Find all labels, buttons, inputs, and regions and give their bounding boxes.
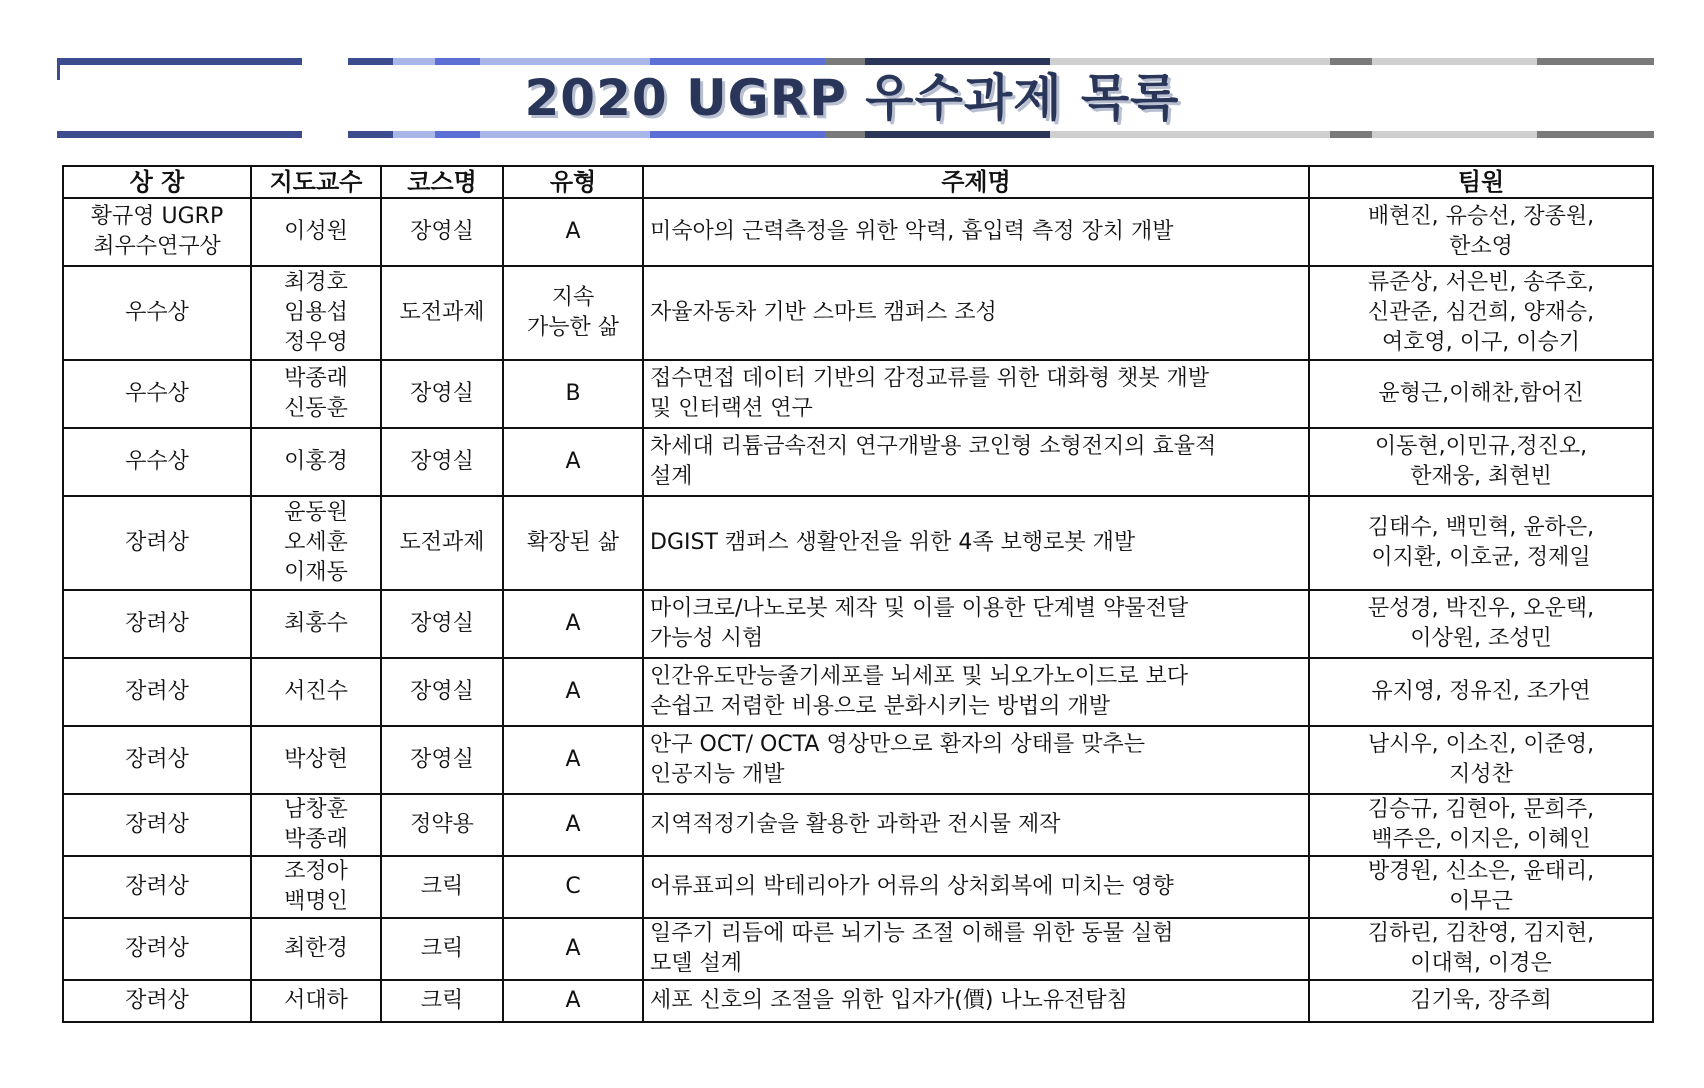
award-line: 장려상 — [125, 812, 189, 837]
type-cell — [503, 794, 643, 856]
advisor-line: 임용섭 — [284, 300, 348, 325]
advisor-cell — [251, 918, 381, 980]
members-line: 이동현,이민규,정진오, — [1374, 434, 1588, 459]
members-line: 김기욱, 장주희 — [1410, 988, 1552, 1013]
award-cell — [63, 496, 251, 590]
type-line: A — [565, 812, 581, 837]
page-title: 2020 UGRP 우수과제 목록 — [524, 69, 1180, 127]
table-row — [63, 266, 1653, 360]
header-bar-bottom-6 — [650, 131, 825, 138]
topic-cell — [643, 658, 1309, 726]
advisor-cell — [251, 726, 381, 794]
header-bar-bottom-11 — [1372, 131, 1537, 138]
header-award: 상 장 — [63, 166, 251, 198]
type-line: A — [565, 936, 581, 961]
type-line: A — [565, 747, 581, 772]
table-row — [63, 856, 1653, 918]
members-line: 문성경, 박진우, 오운택, — [1367, 596, 1595, 621]
course-cell: 장영실 — [381, 428, 503, 496]
advisor-line: 박상현 — [284, 747, 348, 772]
advisor-line: 윤동원 — [284, 500, 348, 525]
table-row — [63, 658, 1653, 726]
header-bar-bottom-7 — [825, 131, 865, 138]
advisor-line: 조정아 — [284, 859, 348, 884]
course-cell: 도전과제 — [381, 496, 503, 590]
topic-line: 인공지능 개발 — [650, 762, 785, 787]
course-cell: 크릭 — [381, 856, 503, 918]
table-row — [63, 198, 1653, 266]
advisor-line: 이성원 — [284, 219, 348, 244]
members-line: 김승규, 김현아, 문희주, — [1367, 797, 1595, 822]
course-cell: 정약용 — [381, 794, 503, 856]
advisor-line: 오세훈 — [284, 530, 348, 555]
award-cell — [63, 794, 251, 856]
award-line: 장려상 — [125, 874, 189, 899]
members-cell — [1309, 198, 1653, 266]
type-cell — [503, 658, 643, 726]
award-line: 최우수연구상 — [93, 234, 221, 259]
type-cell — [503, 198, 643, 266]
header-advisor: 지도교수 — [251, 166, 381, 198]
topic-cell — [643, 980, 1309, 1022]
course-cell: 크릭 — [381, 980, 503, 1022]
table-header-row — [63, 166, 1653, 198]
topic-cell — [643, 428, 1309, 496]
topic-line: 지역적정기술을 활용한 과학관 전시물 제작 — [650, 812, 1061, 837]
members-line: 지성찬 — [1449, 762, 1513, 787]
course-cell: 장영실 — [381, 360, 503, 428]
award-cell — [63, 856, 251, 918]
header-topic: 주제명 — [643, 166, 1309, 198]
award-cell — [63, 360, 251, 428]
topic-line: 인간유도만능줄기세포를 뇌세포 및 뇌오가노이드로 보다 — [650, 664, 1189, 689]
topic-cell — [643, 198, 1309, 266]
advisor-cell — [251, 856, 381, 918]
award-cell — [63, 918, 251, 980]
members-line: 배현진, 유승선, 장종원, — [1367, 204, 1595, 229]
table-row — [63, 590, 1653, 658]
topic-line: 어류표피의 박테리아가 어류의 상처회복에 미치는 영향 — [650, 874, 1174, 899]
members-cell — [1309, 428, 1653, 496]
header-bar-bottom-1 — [57, 131, 302, 138]
topic-cell — [643, 726, 1309, 794]
topic-cell — [643, 856, 1309, 918]
type-cell — [503, 918, 643, 980]
course-cell: 장영실 — [381, 726, 503, 794]
header-members: 팀원 — [1309, 166, 1653, 198]
advisor-cell — [251, 590, 381, 658]
advisor-line: 백명인 — [284, 889, 348, 914]
advisor-cell — [251, 980, 381, 1022]
table-row — [63, 428, 1653, 496]
header-bar-bottom-9 — [1050, 131, 1330, 138]
topic-line: 접수면접 데이터 기반의 감정교류를 위한 대화형 챗봇 개발 — [650, 366, 1210, 391]
members-line: 김하린, 김찬영, 김지현, — [1367, 921, 1595, 946]
members-cell — [1309, 360, 1653, 428]
award-cell — [63, 590, 251, 658]
advisor-line: 정우영 — [284, 330, 348, 355]
members-line: 이지환, 이호균, 정제일 — [1371, 545, 1591, 570]
members-line: 이상원, 조성민 — [1410, 626, 1552, 651]
advisor-line: 이재동 — [284, 560, 348, 585]
topic-line: 일주기 리듬에 따른 뇌기능 조절 이해를 위한 동물 실험 — [650, 921, 1174, 946]
members-line: 김태수, 백민혁, 윤하은, — [1367, 515, 1595, 540]
type-line: A — [565, 988, 581, 1013]
header-type: 유형 — [503, 166, 643, 198]
type-line: 지속 — [551, 285, 595, 310]
topic-line: 손쉽고 저렴한 비용으로 분화시키는 방법의 개발 — [650, 694, 1111, 719]
type-cell — [503, 726, 643, 794]
members-line: 방경원, 신소은, 윤태리, — [1367, 859, 1595, 884]
members-cell — [1309, 590, 1653, 658]
award-line: 장려상 — [125, 679, 189, 704]
header-course: 코스명 — [381, 166, 503, 198]
award-line: 우수상 — [125, 300, 189, 325]
type-cell — [503, 590, 643, 658]
advisor-line: 박종래 — [284, 366, 348, 391]
topic-line: 가능성 시험 — [650, 626, 764, 651]
members-cell — [1309, 980, 1653, 1022]
topic-line: 설계 — [650, 464, 693, 489]
members-line: 이대혁, 이경은 — [1410, 951, 1552, 976]
type-cell — [503, 496, 643, 590]
table-body — [63, 198, 1653, 1022]
members-line: 남시우, 이소진, 이준영, — [1367, 732, 1595, 757]
award-cell — [63, 726, 251, 794]
award-line: 우수상 — [125, 449, 189, 474]
advisor-line: 신동훈 — [284, 396, 348, 421]
type-line: 가능한 삶 — [526, 315, 619, 340]
course-cell: 장영실 — [381, 658, 503, 726]
advisor-cell — [251, 360, 381, 428]
members-cell — [1309, 658, 1653, 726]
award-line: 황규영 UGRP — [90, 204, 224, 229]
topic-cell — [643, 794, 1309, 856]
members-line: 한소영 — [1449, 234, 1513, 259]
topic-line: 미숙아의 근력측정을 위한 악력, 흡입력 측정 장치 개발 — [650, 219, 1174, 244]
table-row — [63, 918, 1653, 980]
type-line: A — [565, 679, 581, 704]
type-line: A — [565, 219, 581, 244]
award-line: 장려상 — [125, 747, 189, 772]
header-bar-bottom-10 — [1330, 131, 1372, 138]
advisor-line: 이홍경 — [284, 449, 348, 474]
course-cell: 장영실 — [381, 198, 503, 266]
members-cell — [1309, 496, 1653, 590]
award-cell — [63, 198, 251, 266]
type-cell — [503, 428, 643, 496]
header-bar-bottom-8 — [865, 131, 1050, 138]
award-cell — [63, 658, 251, 726]
topic-line: 차세대 리튬금속전지 연구개발용 코인형 소형전지의 효율적 — [650, 434, 1217, 459]
type-cell — [503, 856, 643, 918]
header-bar-bottom-4 — [435, 131, 480, 138]
advisor-line: 서대하 — [284, 988, 348, 1013]
members-cell — [1309, 918, 1653, 980]
award-table — [62, 165, 1654, 1023]
topic-line: 및 인터랙션 연구 — [650, 396, 813, 421]
table-row — [63, 980, 1653, 1022]
advisor-cell — [251, 198, 381, 266]
header-bar-bottom-12 — [1537, 131, 1654, 138]
topic-cell — [643, 360, 1309, 428]
type-cell — [503, 360, 643, 428]
course-cell: 크릭 — [381, 918, 503, 980]
topic-cell — [643, 590, 1309, 658]
topic-line: 세포 신호의 조절을 위한 입자가(價) 나노유전탐침 — [650, 988, 1128, 1013]
table-row — [63, 360, 1653, 428]
topic-line: DGIST 캠퍼스 생활안전을 위한 4족 보행로봇 개발 — [650, 530, 1136, 555]
award-line: 장려상 — [125, 530, 189, 555]
award-line: 우수상 — [125, 381, 189, 406]
award-line: 장려상 — [125, 611, 189, 636]
advisor-line: 최경호 — [284, 270, 348, 295]
header-bar-bottom-3 — [393, 131, 435, 138]
header-bar-bottom-5 — [480, 131, 650, 138]
type-line: A — [565, 611, 581, 636]
topic-cell — [643, 918, 1309, 980]
award-line: 장려상 — [125, 988, 189, 1013]
advisor-cell — [251, 658, 381, 726]
topic-line: 마이크로/나노로봇 제작 및 이를 이용한 단계별 약물전달 — [650, 596, 1189, 621]
type-line: C — [565, 874, 581, 899]
advisor-cell — [251, 428, 381, 496]
members-cell — [1309, 726, 1653, 794]
members-line: 이무근 — [1449, 889, 1513, 914]
topic-line: 자율자동차 기반 스마트 캠퍼스 조성 — [650, 300, 997, 325]
advisor-line: 남창훈 — [284, 797, 348, 822]
topic-cell — [643, 266, 1309, 360]
advisor-line: 최홍수 — [284, 611, 348, 636]
members-cell — [1309, 266, 1653, 360]
award-line: 장려상 — [125, 936, 189, 961]
table-row — [63, 794, 1653, 856]
award-cell — [63, 980, 251, 1022]
advisor-cell — [251, 794, 381, 856]
members-cell — [1309, 856, 1653, 918]
members-line: 백주은, 이지은, 이혜인 — [1371, 827, 1591, 852]
type-cell — [503, 266, 643, 360]
header-bar-bottom-2 — [348, 131, 393, 138]
advisor-cell — [251, 266, 381, 360]
members-cell — [1309, 794, 1653, 856]
members-line: 여호영, 이구, 이승기 — [1382, 330, 1580, 355]
members-line: 한재웅, 최현빈 — [1410, 464, 1552, 489]
topic-line: 안구 OCT/ OCTA 영상만으로 환자의 상태를 맞추는 — [650, 732, 1145, 757]
table-row — [63, 726, 1653, 794]
members-line: 유지영, 정유진, 조가연 — [1371, 679, 1591, 704]
topic-cell — [643, 496, 1309, 590]
type-cell — [503, 980, 643, 1022]
topic-line: 모델 설계 — [650, 951, 743, 976]
course-cell: 장영실 — [381, 590, 503, 658]
type-line: 확장된 삶 — [526, 530, 619, 555]
members-line: 윤형근,이해찬,함어진 — [1378, 381, 1584, 406]
course-cell: 도전과제 — [381, 266, 503, 360]
advisor-line: 최한경 — [284, 936, 348, 961]
type-line: A — [565, 449, 581, 474]
award-cell — [63, 428, 251, 496]
advisor-cell — [251, 496, 381, 590]
advisor-line: 박종래 — [284, 827, 348, 852]
members-line: 신관준, 심건희, 양재승, — [1367, 300, 1595, 325]
award-cell — [63, 266, 251, 360]
type-line: B — [565, 381, 581, 406]
advisor-line: 서진수 — [284, 679, 348, 704]
members-line: 류준상, 서은빈, 송주호, — [1367, 270, 1595, 295]
table-row — [63, 496, 1653, 590]
